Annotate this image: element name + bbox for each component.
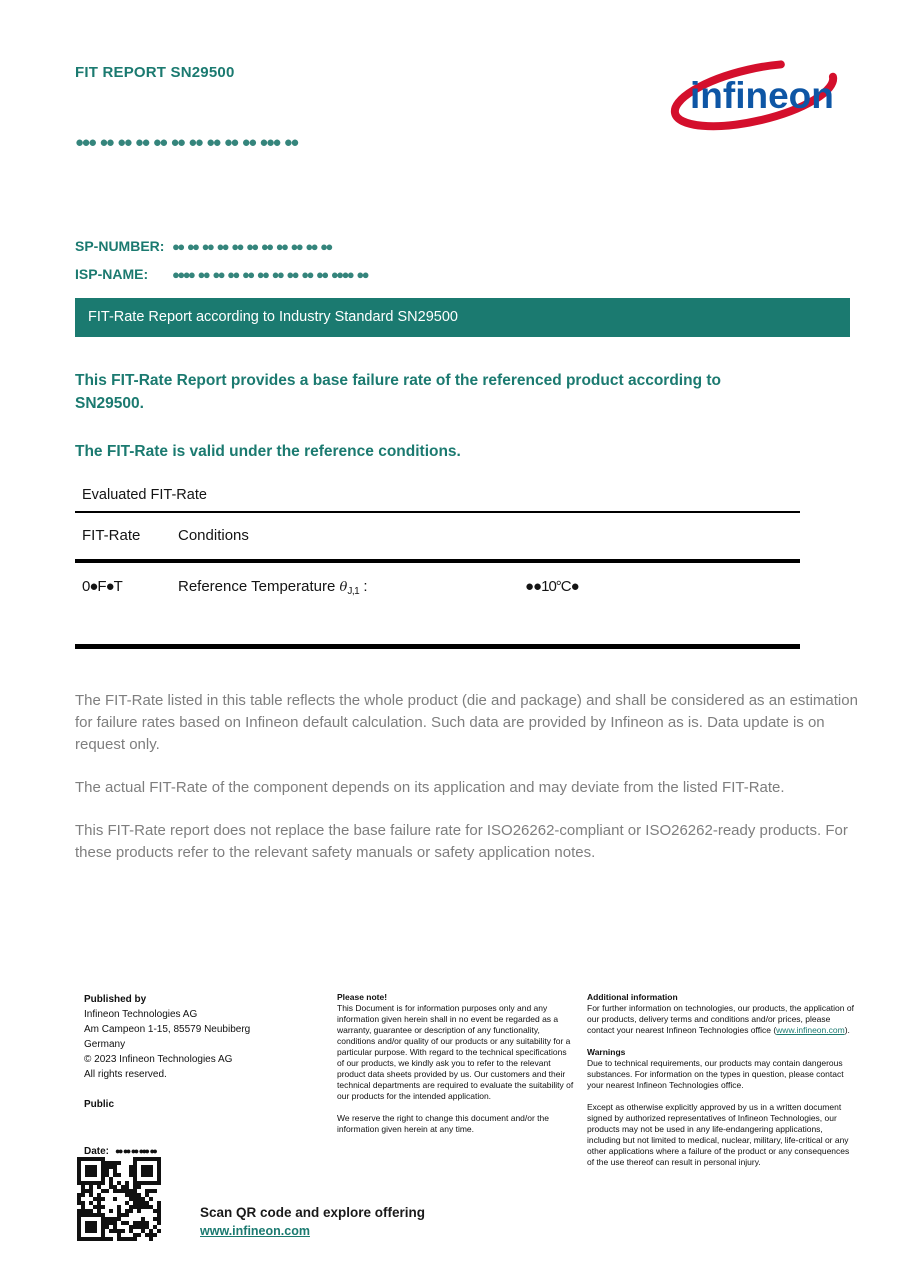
table-caption: Evaluated FIT-Rate <box>82 487 207 503</box>
column-header-conditions: Conditions <box>178 527 249 544</box>
date-row <box>84 1146 155 1157</box>
condition-cell <box>178 578 368 597</box>
classification-label: Public <box>84 1099 115 1110</box>
table-rule-bottom <box>75 644 800 649</box>
warnings-heading: Warnings <box>587 1047 626 1057</box>
condition-value-redacted: ●●10°C● <box>525 578 579 595</box>
table-rule-top <box>75 511 800 513</box>
paragraph-1: The FIT-Rate listed in this table reflects the whole product (die and package) and shall be considered as an estimation for failure rates based on Infineon default calculation. Such data are provided by Infineon as is. Data update is on request only. <box>75 692 858 753</box>
infineon-logo-text: infineon <box>690 75 834 116</box>
additional-info-text: For further information on technologies, our products, the application of our products, delivery terms and conditions and/or prices, please contact your nearest Infineon Technologies office ( <box>587 1003 854 1035</box>
fit-rate-value-redacted: 0●F●T <box>82 578 122 595</box>
publisher-country: Germany <box>84 1039 126 1050</box>
footer-published-column <box>84 992 329 1112</box>
warnings-body-2: Except as otherwise explicitly approved by us in a written document signed by authorized representatives of Infineon Technologies, our products may not be used in any life-endangering applications, including but not limited to medical, nuclear, military, life-critical or any other applications where a failure of the product or any consequences of the use thereof can result in personal injury. <box>587 1102 850 1167</box>
sp-number-row <box>75 238 331 254</box>
paragraph-2: The actual FIT-Rate of the component depends on its application and may deviate from the listed FIT-Rate. <box>75 779 785 796</box>
condition-label: Reference Temperature <box>178 578 340 595</box>
additional-info-text-end: ). <box>844 1025 850 1035</box>
date-value-redacted: ●● ●● ●● ●●● ●● <box>115 1146 156 1156</box>
publisher-address: Am Campeon 1-15, 85579 Neubiberg <box>84 1024 251 1035</box>
body-copy <box>75 690 863 885</box>
copyright-line: © 2023 Infineon Technologies AG <box>84 1054 233 1065</box>
publisher-name: Infineon Technologies AG <box>84 1009 198 1020</box>
section-banner-text: FIT-Rate Report according to Industry Standard SN29500 <box>88 309 458 325</box>
please-note-body: This Document is for information purposes only and any information given herein shall in no event be regarded as a warranty, guarantee or description of any functionality, conditions and/or quality of our products or any suitability for a particular purpose. With regard to the technical specifications of our products, we kindly ask you to refer to the relevant product data sheets provided by us. Our customers and their technical departments are required to evaluate the suitability of our products for the intended application. <box>337 1003 574 1101</box>
theta-subscript: J,1 <box>347 586 360 597</box>
additional-info-body <box>587 1003 858 1036</box>
warnings-body: Due to technical requirements, our products may contain dangerous substances. For information on the types in question, please contact your nearest Infineon Technologies office. <box>587 1058 844 1090</box>
infineon-logo-icon <box>666 56 842 132</box>
reserve-right-note: We reserve the right to change this document and/or the information given herein at any time. <box>337 1113 549 1134</box>
condition-colon: : <box>359 578 368 595</box>
lead-heading-2: The FIT-Rate is valid under the reference conditions. <box>75 443 461 460</box>
sp-number-value-redacted: ●● ●● ●● ●● ●● ●● ●● ●● ●● ●● ●● <box>172 239 331 254</box>
please-note-heading: Please note! <box>337 992 388 1002</box>
theta-symbol: θ <box>339 580 348 595</box>
column-header-fit-rate: FIT-Rate <box>82 527 141 544</box>
table-rule-header <box>75 559 800 563</box>
rights-line: All rights reserved. <box>84 1069 167 1080</box>
isp-name-row <box>75 266 367 282</box>
additional-info-heading: Additional information <box>587 992 678 1002</box>
footer-additional-column <box>587 992 858 1168</box>
redacted-product-name: ●●● ●● ●● ●● ●● ●● ●● ●● ●● ●● ●●● ●● <box>75 134 297 151</box>
section-banner <box>75 298 850 337</box>
page-title: FIT REPORT SN29500 <box>75 64 235 81</box>
qr-code <box>77 1157 161 1241</box>
infineon-logo <box>666 56 842 132</box>
date-label: Date: <box>84 1146 110 1157</box>
scan-qr-text: Scan QR code and explore offering <box>200 1205 426 1220</box>
paragraph-3: This FIT-Rate report does not replace the base failure rate for ISO26262-compliant or ISO26262-ready products. For these products refer to the relevant safety manuals or safety application notes. <box>75 822 848 861</box>
isp-name-label: ISP-NAME: <box>75 266 149 282</box>
infineon-footer-link[interactable]: www.infineon.com <box>776 1025 845 1035</box>
published-by-heading: Published by <box>84 994 147 1005</box>
infineon-website-link[interactable]: www.infineon.com <box>200 1224 310 1238</box>
sp-number-label: SP-NUMBER: <box>75 238 165 254</box>
lead-heading-1: This FIT-Rate Report provides a base failure rate of the referenced product according to SN29500. <box>75 372 721 412</box>
footer-note-column <box>337 992 575 1135</box>
evaluated-fit-rate-table <box>75 487 800 649</box>
isp-name-value-redacted: ●●●● ●● ●● ●● ●● ●● ●● ●● ●● ●● ●●●● ●● <box>172 267 368 282</box>
